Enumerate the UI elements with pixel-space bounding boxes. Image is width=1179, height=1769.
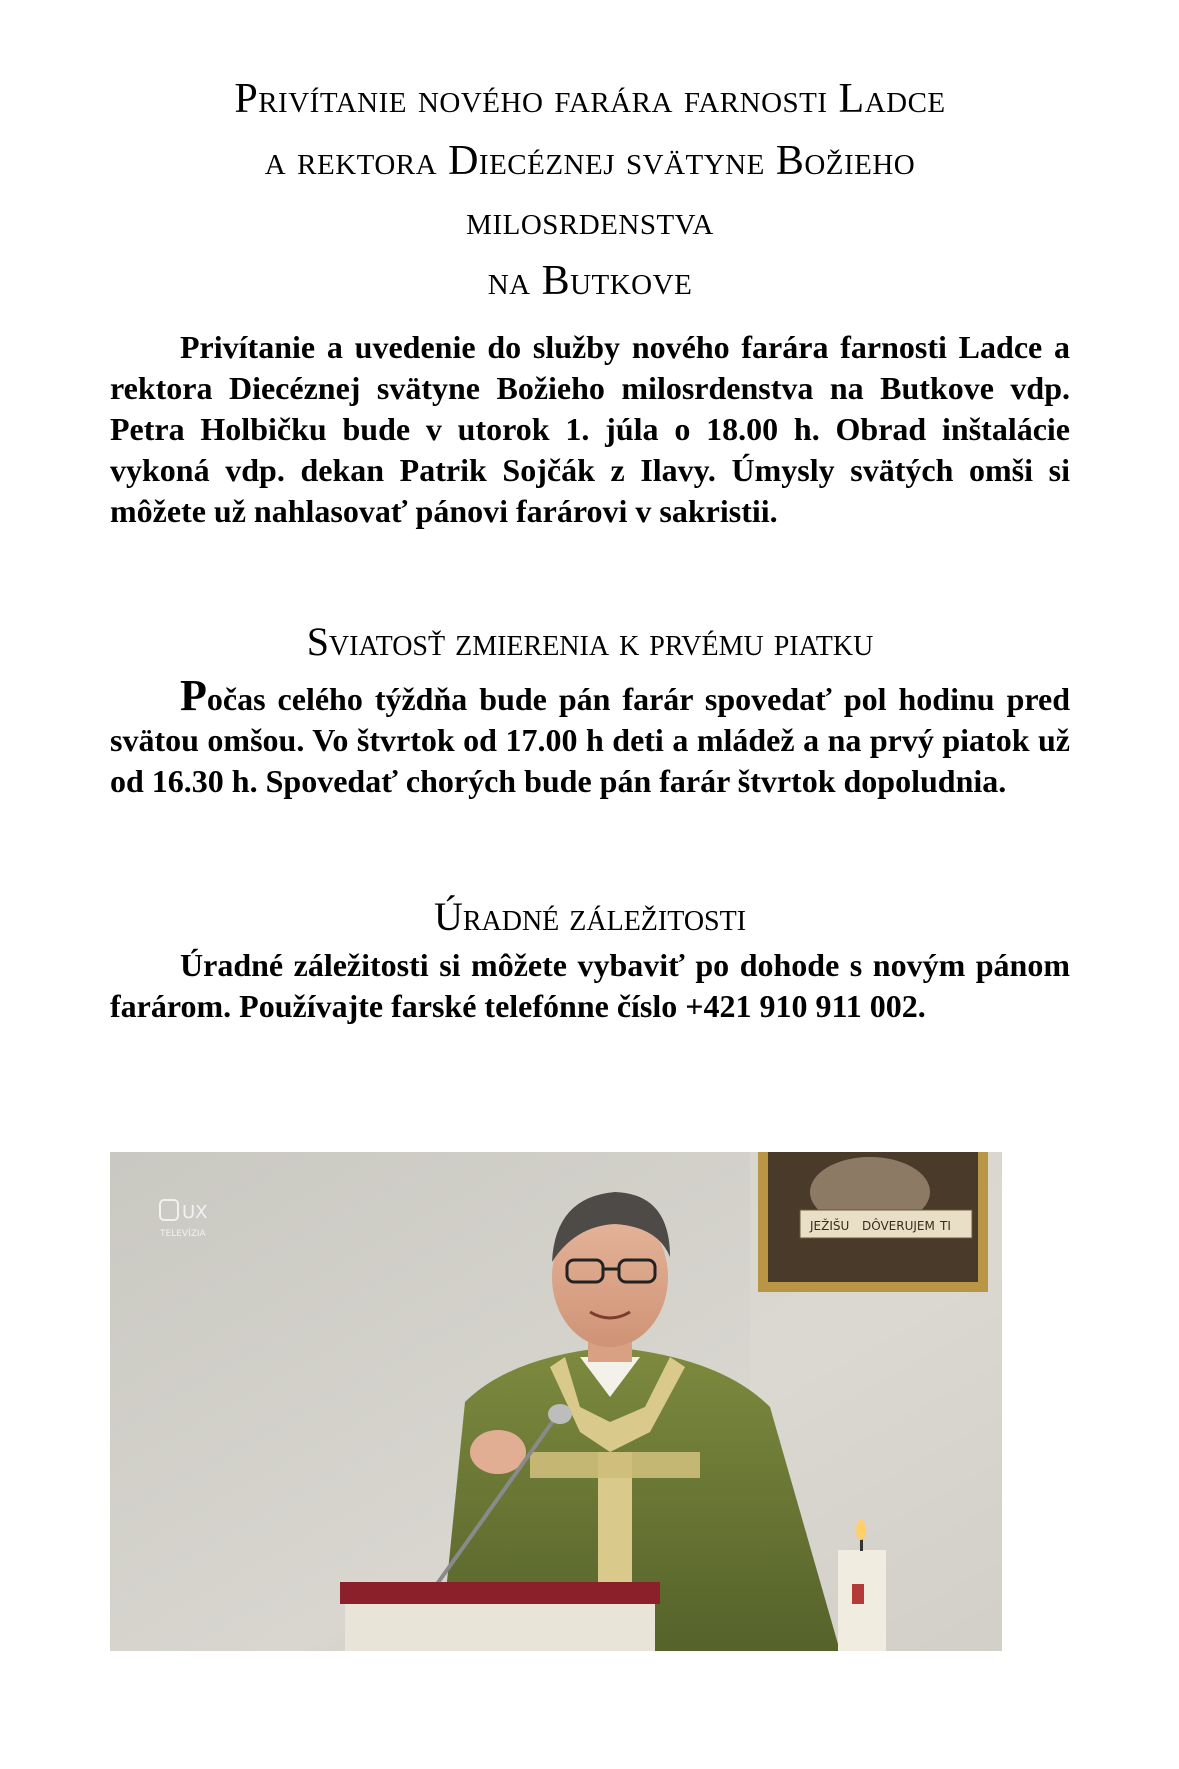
office-text: Úradné záležitosti si môžete vybaviť po dohode s novým pánom farárom. Používajte farské telefónne číslo +421 910 911 002. xyxy=(110,947,1070,1024)
logo-subtext: TELEVÍZIA xyxy=(160,1229,206,1239)
photo-illustration xyxy=(110,1152,1002,1651)
banner-text-1: JEŽIŠU xyxy=(810,1219,850,1233)
intro-text: Privítanie a uvedenie do služby nového farára farnosti Ladce a rektora Diecéznej svätyne Božieho milosrdenstva na Butkove vdp. Petra Holbičku bude v utorok 1. júla o 18.00 h. Obrad inštalácie vykoná vdp. dekan Patrik Sojčák z Ilavy. Úmysly svätých omši si môžete už nahlasovať pánovi farárovi v sakristii. xyxy=(110,329,1070,529)
banner-text-3: TI xyxy=(940,1219,951,1233)
intro-paragraph xyxy=(110,327,1070,532)
logo-text: UX xyxy=(182,1202,208,1223)
title-line-1: Privítanie nového farára farnosti Ladce xyxy=(234,76,946,122)
confession-paragraph xyxy=(110,671,1070,802)
office-heading: Úradné záležitosti xyxy=(433,894,747,939)
page-title xyxy=(110,68,1070,312)
confession-dropcap: P xyxy=(180,671,207,720)
title-line-4: na Butkove xyxy=(487,258,693,304)
confession-heading: Sviatosť zmierenia k prvému piatku xyxy=(306,619,874,664)
office-paragraph xyxy=(110,945,1070,1027)
title-line-3: milosrdenstva xyxy=(466,198,714,244)
title-line-2: a rektora Diecéznej svätyne Božieho xyxy=(264,138,916,184)
confession-text: očas celého týždňa bude pán farár spovedať pol hodinu pred svätou omšou. Vo štvrtok od 17.00 h deti a mládež a na prvý piatok už od 16.30 h. Spovedať chorých bude pán farár štvrtok dopoludnia. xyxy=(110,681,1070,799)
priest-photo xyxy=(110,1152,1002,1651)
banner-text-2: DÔVERUJEM xyxy=(862,1219,935,1233)
